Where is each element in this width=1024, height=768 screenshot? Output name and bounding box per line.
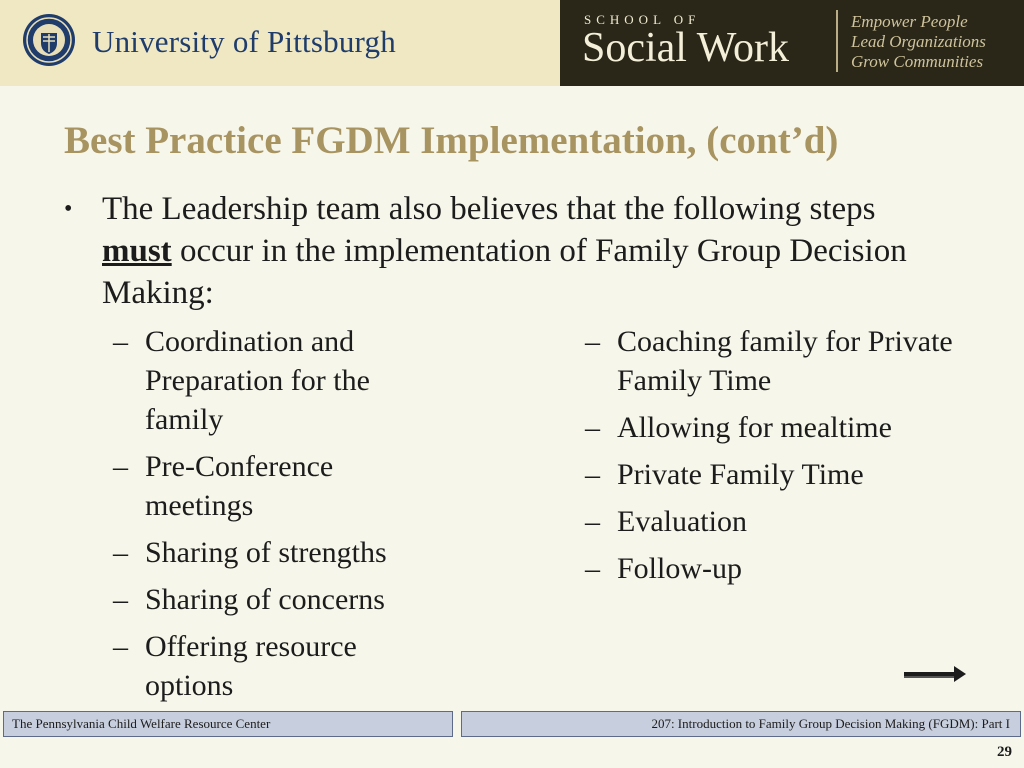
footer-organization: The Pennsylvania Child Welfare Resource Center (3, 711, 453, 737)
list-item-text: Sharing of concerns (145, 583, 385, 616)
header-divider (836, 10, 838, 72)
list-item-text: Follow-up (617, 552, 743, 585)
dash: – (113, 630, 128, 663)
dash: – (113, 536, 128, 569)
footer-course-title: 207: Introduction to Family Group Decision Making (FGDM): Part I (461, 711, 1021, 737)
bullet-text-after: occur in the implementation of Family Group Decision Making: (102, 233, 907, 311)
list-item-text: Pre-Conference meetings (145, 450, 334, 522)
list-item (113, 627, 443, 705)
list-item (585, 502, 965, 541)
list-item (585, 455, 965, 494)
dash: – (113, 583, 128, 616)
list-item-text: Private Family Time (617, 458, 864, 491)
dash: – (585, 505, 600, 538)
list-item (585, 408, 965, 447)
list-item-text: Coaching family for Private Family Time (617, 325, 953, 397)
dash: – (113, 325, 128, 358)
left-step-list (113, 322, 443, 713)
tagline-line: Lead Organizations (851, 32, 986, 51)
dash: – (113, 450, 128, 483)
list-item (585, 549, 965, 588)
list-item-text: Offering resource options (145, 630, 357, 702)
dash: – (585, 552, 600, 585)
list-item (585, 322, 965, 400)
social-work-label: Social Work (582, 25, 789, 71)
university-seal-icon (22, 13, 76, 67)
list-item-text: Sharing of strengths (145, 536, 387, 569)
list-item (113, 447, 443, 525)
university-name: University of Pittsburgh (92, 24, 396, 59)
page-number: 29 (997, 744, 1012, 760)
dash: – (585, 325, 600, 358)
list-item (113, 322, 443, 439)
list-item-text: Coordination and Preparation for the family (145, 325, 370, 436)
bullet-text (102, 188, 942, 314)
dash: – (585, 458, 600, 491)
dash: – (585, 411, 600, 444)
list-item-text: Evaluation (617, 505, 747, 538)
tagline (851, 12, 986, 72)
bullet-text-before: The Leadership team also believes that the following steps (102, 191, 876, 227)
tagline-line: Empower People (851, 12, 968, 31)
school-of-label: SCHOOL OF (584, 12, 701, 27)
list-item (113, 580, 443, 619)
bullet-symbol: • (64, 196, 73, 222)
slide-title: Best Practice FGDM Implementation, (cont’d) (64, 119, 839, 162)
right-step-list (585, 322, 965, 596)
next-arrow-icon[interactable] (902, 664, 968, 684)
list-item (113, 533, 443, 572)
bullet-emphasis: must (102, 233, 172, 269)
tagline-line: Grow Communities (851, 52, 984, 71)
list-item-text: Allowing for mealtime (617, 411, 892, 444)
